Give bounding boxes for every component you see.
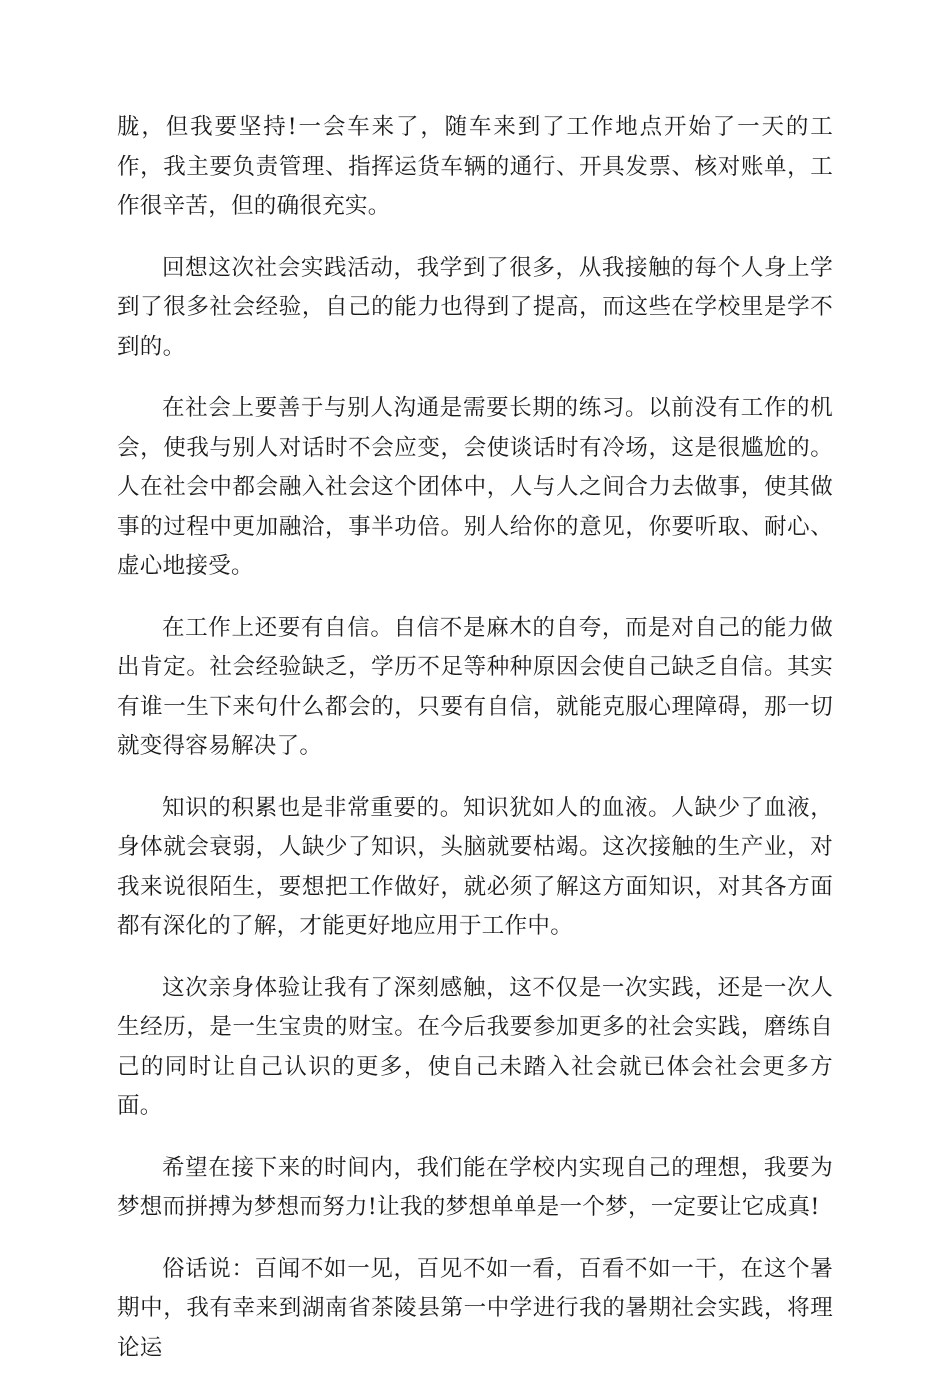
paragraph: 在社会上要善于与别人沟通是需要长期的练习。以前没有工作的机会，使我与别人对话时不会应变，会使谈话时有冷场，这是很尴尬的。人在社会中都会融入社会这个团体中，人与人之间合力去做事，使其做事的过程中更加融洽，事半功倍。别人给你的意见，你要听取、耐心、虚心地接受。 — [117, 395, 833, 579]
paragraph: 胧，但我要坚持!一会车来了，随车来到了工作地点开始了一天的工作，我主要负责管理、指挥运货车辆的通行、开具发票、核对账单，工作很辛苦，但的确很充实。 — [117, 114, 833, 219]
paragraph: 希望在接下来的时间内，我们能在学校内实现自己的理想，我要为梦想而拼搏为梦想而努力!让我的梦想单单是一个梦，一定要让它成真! — [117, 1154, 833, 1220]
paragraph: 在工作上还要有自信。自信不是麻木的自夸，而是对自己的能力做出肯定。社会经验缺乏，学历不足等种种原因会使自己缺乏自信。其实有谁一生下来句什么都会的，只要有自信，就能克服心理障碍，那一切就变得容易解决了。 — [117, 614, 833, 759]
paragraph: 俗话说：百闻不如一见，百见不如一看，百看不如一干，在这个暑期中，我有幸来到湖南省茶陵县第一中学进行我的暑期社会实践，将理论运 — [117, 1255, 833, 1361]
paragraph: 回想这次社会实践活动，我学到了很多，从我接触的每个人身上学到了很多社会经验，自己的能力也得到了提高，而这些在学校里是学不到的。 — [117, 254, 833, 360]
paragraph: 这次亲身体验让我有了深刻感触，这不仅是一次实践，还是一次人生经历，是一生宝贵的财宝。在今后我要参加更多的社会实践，磨练自己的同时让自己认识的更多，使自己未踏入社会就已体会社会更多方面。 — [117, 974, 833, 1119]
document-body — [117, 108, 833, 1390]
paragraph: 知识的积累也是非常重要的。知识犹如人的血液。人缺少了血液，身体就会衰弱，人缺少了知识，头脑就要枯竭。这次接触的生产业，对我来说很陌生，要想把工作做好，就必须了解这方面知识，对其各方面都有深化的了解，才能更好地应用于工作中。 — [117, 794, 833, 939]
